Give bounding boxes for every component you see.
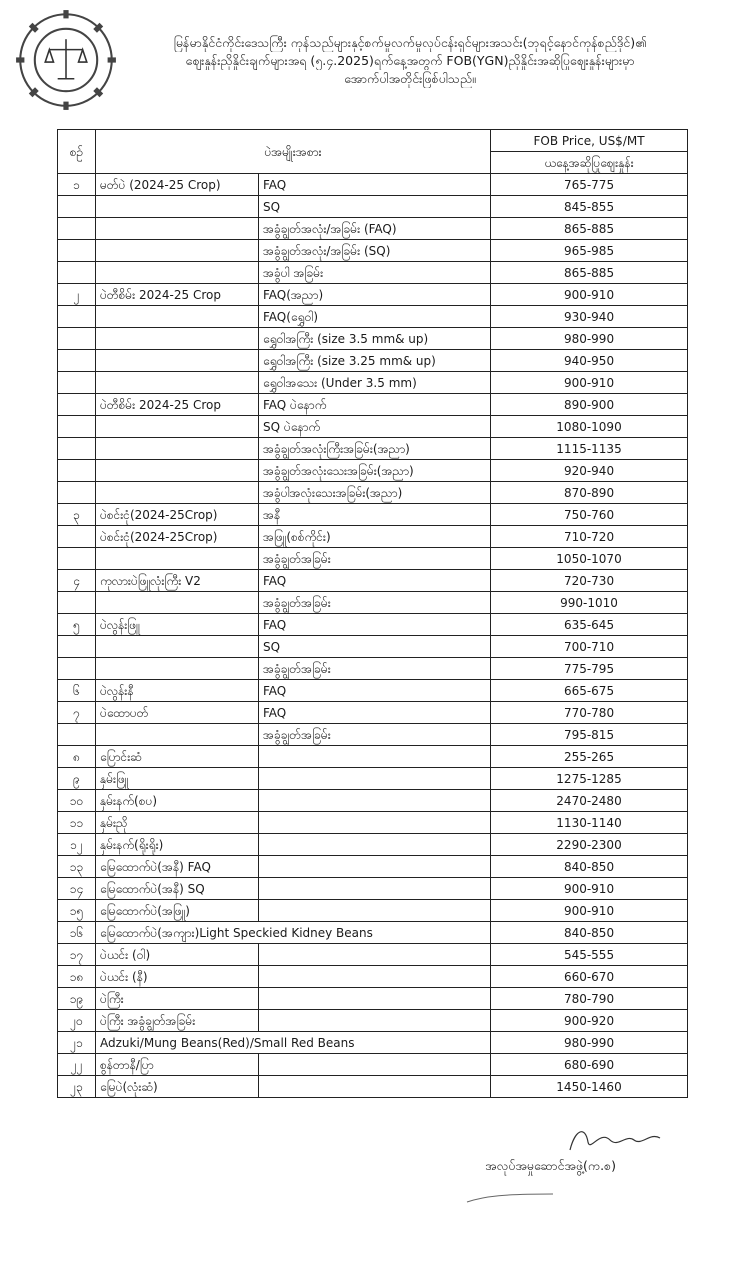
row-grade: ရွှေဝါအကြီး (size 3.5 mm& up): [259, 328, 491, 350]
header-line-1: မြန်မာနိုင်ငံကိုင်းဒေသကြီး ကုန်သည်များနှင့်စက်မှုလက်မှုလုပ်ငန်းရှင်များအသင်း(ဘုရင့်နောင်ကုန်စည်ဒိုင်)၏: [173, 35, 647, 50]
row-item: [96, 636, 259, 658]
row-number: [58, 460, 96, 482]
row-price: 900-910: [491, 284, 688, 306]
row-price: 720-730: [491, 570, 688, 592]
row-number: [58, 306, 96, 328]
row-item: နှမ်းနက်(ရိုးရိုး): [96, 834, 259, 856]
row-item: ပဲလွန်းဖြူ: [96, 614, 259, 636]
row-item: မြေထောက်ပဲ(အကျား)Light Speckied Kidney Beans: [96, 922, 259, 944]
row-grade: အခွံပါ အခြမ်း: [259, 262, 491, 284]
row-item: မြေထောက်ပဲ(အဖြူ): [96, 900, 259, 922]
row-number: [58, 394, 96, 416]
row-number: ၁၃: [58, 856, 96, 878]
table-row: [58, 460, 688, 482]
table-row: [58, 196, 688, 218]
table-row: [58, 306, 688, 328]
row-price: 770-780: [491, 702, 688, 724]
row-price: 840-850: [491, 856, 688, 878]
row-price: 545-555: [491, 944, 688, 966]
table-row: [58, 900, 688, 922]
price-table: [57, 129, 688, 1098]
row-price: 700-710: [491, 636, 688, 658]
row-grade: [259, 988, 491, 1010]
row-item: [96, 306, 259, 328]
row-price: 1080-1090: [491, 416, 688, 438]
row-grade: FAQ: [259, 570, 491, 592]
table-row: [58, 592, 688, 614]
row-number: ၃: [58, 504, 96, 526]
row-grade: အခွံချွတ်အလုံးသေးအခြမ်း(အညာ): [259, 460, 491, 482]
row-item: [96, 724, 259, 746]
table-row: [58, 636, 688, 658]
row-number: ၂၁: [58, 1032, 96, 1054]
row-number: [58, 548, 96, 570]
row-price: 765-775: [491, 174, 688, 196]
row-item: ပဲထောပတ်: [96, 702, 259, 724]
row-price: 665-675: [491, 680, 688, 702]
table-row: [58, 1054, 688, 1076]
row-price: 865-885: [491, 262, 688, 284]
table-row: [58, 1076, 688, 1098]
row-number: [58, 482, 96, 504]
row-number: ၁: [58, 174, 96, 196]
row-grade: FAQ(ရွှေဝါ): [259, 306, 491, 328]
row-price: 795-815: [491, 724, 688, 746]
table-row: [58, 350, 688, 372]
table-row: [58, 702, 688, 724]
table-row: [58, 658, 688, 680]
table-row: [58, 768, 688, 790]
row-grade: [259, 944, 491, 966]
row-grade: [259, 900, 491, 922]
row-grade: [259, 746, 491, 768]
row-number: ၂၃: [58, 1076, 96, 1098]
row-item: [96, 460, 259, 482]
row-number: [58, 438, 96, 460]
table-row: [58, 284, 688, 306]
row-price: 980-990: [491, 328, 688, 350]
seal-logo: [14, 8, 118, 112]
row-grade: FAQ: [259, 680, 491, 702]
row-price: 890-900: [491, 394, 688, 416]
row-number: [58, 372, 96, 394]
table-row: [58, 680, 688, 702]
row-grade: [259, 1010, 491, 1032]
row-price: 2290-2300: [491, 834, 688, 856]
row-grade: အခွံချွတ်အခြမ်း: [259, 724, 491, 746]
document-header: [110, 34, 710, 88]
row-price: 680-690: [491, 1054, 688, 1076]
table-row: [58, 416, 688, 438]
row-number: ၁၇: [58, 944, 96, 966]
table-row: [58, 438, 688, 460]
row-price: 980-990: [491, 1032, 688, 1054]
row-price: 1050-1070: [491, 548, 688, 570]
row-grade: [259, 856, 491, 878]
scan-mark: [465, 1192, 555, 1204]
row-price: 2470-2480: [491, 790, 688, 812]
row-number: ၈: [58, 746, 96, 768]
row-grade: ရွှေဝါအသေး (Under 3.5 mm): [259, 372, 491, 394]
row-price: 1115-1135: [491, 438, 688, 460]
row-item: မြေထောက်ပဲ(အနီ) FAQ: [96, 856, 259, 878]
row-number: ၁၈: [58, 966, 96, 988]
row-grade: အခွံချွတ်အခြမ်း: [259, 592, 491, 614]
row-grade: FAQ: [259, 614, 491, 636]
table-row: [58, 570, 688, 592]
table-row: [58, 614, 688, 636]
row-price: 940-950: [491, 350, 688, 372]
row-item: ပြောင်းဆံ: [96, 746, 259, 768]
row-number: ၄: [58, 570, 96, 592]
table-body: [58, 174, 688, 1098]
row-item: ပဲစင်းငုံ(2024-25Crop): [96, 504, 259, 526]
row-grade: FAQ: [259, 174, 491, 196]
row-grade: အခွံချွတ်အလုံးကြီးအခြမ်း(အညာ): [259, 438, 491, 460]
table-row: [58, 174, 688, 196]
row-number: [58, 526, 96, 548]
row-price: 920-940: [491, 460, 688, 482]
row-price: 1450-1460: [491, 1076, 688, 1098]
row-number: ၉: [58, 768, 96, 790]
row-grade: FAQ: [259, 702, 491, 724]
row-number: ၂: [58, 284, 96, 306]
row-price: 1275-1285: [491, 768, 688, 790]
row-number: [58, 196, 96, 218]
row-number: ၁၉: [58, 988, 96, 1010]
table-row: [58, 548, 688, 570]
signature: [560, 1120, 680, 1160]
row-number: [58, 416, 96, 438]
row-item: နှမ်းညို: [96, 812, 259, 834]
row-number: [58, 658, 96, 680]
row-number: [58, 636, 96, 658]
row-item: [96, 438, 259, 460]
row-grade: [259, 790, 491, 812]
header-line-3: အောက်ပါအတိုင်းဖြစ်ပါသည်။: [344, 71, 476, 86]
row-number: ၁၀: [58, 790, 96, 812]
row-item: မတ်ပဲ (2024-25 Crop): [96, 174, 259, 196]
row-number: [58, 328, 96, 350]
row-grade: SQ: [259, 636, 491, 658]
row-number: ၂၀: [58, 1010, 96, 1032]
row-price: 900-910: [491, 900, 688, 922]
row-item: ပဲယင်း (နီ): [96, 966, 259, 988]
row-number: ၁၁: [58, 812, 96, 834]
row-price: 1130-1140: [491, 812, 688, 834]
row-item: [96, 240, 259, 262]
row-price: 780-790: [491, 988, 688, 1010]
table-row: [58, 394, 688, 416]
row-item: [96, 372, 259, 394]
row-number: ၅: [58, 614, 96, 636]
row-item: [96, 218, 259, 240]
row-grade: [259, 768, 491, 790]
row-item: စွန်တာနီ/ပြာ: [96, 1054, 259, 1076]
row-item: [96, 262, 259, 284]
row-number: [58, 350, 96, 372]
row-grade: SQ ပဲနောက်: [259, 416, 491, 438]
row-number: [58, 724, 96, 746]
row-price: 660-670: [491, 966, 688, 988]
row-price: 865-885: [491, 218, 688, 240]
row-item: Adzuki/Mung Beans(Red)/Small Red Beans: [96, 1032, 259, 1054]
row-item: ပဲတီစိမ်း 2024-25 Crop: [96, 394, 259, 416]
row-price: 775-795: [491, 658, 688, 680]
row-price: 900-910: [491, 878, 688, 900]
header-line-2: ဈေးနှုန်းညှိနှိုင်းချက်များအရ (၅.၄.2025)ရက်နေ့အတွက် FOB(YGN)ညှိနှိုင်းအဆိုပြုဈေးနှုန်းများမှာ: [185, 53, 635, 68]
row-item: [96, 416, 259, 438]
row-price: 965-985: [491, 240, 688, 262]
row-number: [58, 592, 96, 614]
table-row: [58, 746, 688, 768]
row-price: 900-920: [491, 1010, 688, 1032]
table-row: [58, 856, 688, 878]
row-item: ပဲကြီး: [96, 988, 259, 1010]
table-row: [58, 834, 688, 856]
row-item: [96, 482, 259, 504]
row-grade: [259, 1076, 491, 1098]
row-price: 845-855: [491, 196, 688, 218]
row-item: [96, 548, 259, 570]
table-row: [58, 526, 688, 548]
row-price: 750-760: [491, 504, 688, 526]
table-row: [58, 724, 688, 746]
row-item: [96, 196, 259, 218]
row-item: ပဲကြီး အခွံချွတ်အခြမ်း: [96, 1010, 259, 1032]
col-price-subheader: ယနေ့အဆိုပြုဈေးနှုန်း: [491, 152, 688, 174]
row-number: ၁၆: [58, 922, 96, 944]
row-grade: FAQ(အညာ): [259, 284, 491, 306]
row-number: ၆: [58, 680, 96, 702]
table-row: [58, 988, 688, 1010]
row-grade: အခွံပါအလုံးသေးအခြမ်း(အညာ): [259, 482, 491, 504]
table-row: [58, 504, 688, 526]
table-row: [58, 812, 688, 834]
row-grade: အခွံချွတ်အလုံး/အခြမ်း (FAQ): [259, 218, 491, 240]
table-row: [58, 372, 688, 394]
row-grade: အဖြူ(စစ်ကိုင်း): [259, 526, 491, 548]
row-grade: [259, 812, 491, 834]
col-type-header: ပဲအမျိုးအစား: [96, 130, 491, 174]
table-row: [58, 878, 688, 900]
row-item: [96, 658, 259, 680]
col-no-header: စဉ်: [58, 130, 96, 174]
table-row: [58, 1010, 688, 1032]
row-grade: ရွှေဝါအကြီး (size 3.25 mm& up): [259, 350, 491, 372]
row-item: [96, 592, 259, 614]
row-price: 255-265: [491, 746, 688, 768]
row-grade: အခွံချွတ်အခြမ်း: [259, 548, 491, 570]
row-grade: SQ: [259, 196, 491, 218]
table-row: [58, 218, 688, 240]
row-item: မြေပဲ(လုံးဆံ): [96, 1076, 259, 1098]
row-grade: အခွံချွတ်အလုံး/အခြမ်း (SQ): [259, 240, 491, 262]
row-grade: [259, 1054, 491, 1076]
row-grade: [259, 878, 491, 900]
table-row: [58, 240, 688, 262]
row-grade: အခွံချွတ်အခြမ်း: [259, 658, 491, 680]
row-item: [96, 328, 259, 350]
row-grade: [259, 966, 491, 988]
row-number: ၁၅: [58, 900, 96, 922]
table-row: [58, 1032, 688, 1054]
row-number: [58, 240, 96, 262]
row-price: 635-645: [491, 614, 688, 636]
table-row: [58, 922, 688, 944]
row-price: 840-850: [491, 922, 688, 944]
table-row: [58, 482, 688, 504]
table-row: [58, 966, 688, 988]
row-item: ပဲစင်းငုံ(2024-25Crop): [96, 526, 259, 548]
table-row: [58, 262, 688, 284]
row-price: 930-940: [491, 306, 688, 328]
row-item: နှမ်းဖြူ: [96, 768, 259, 790]
table-row: [58, 790, 688, 812]
row-number: [58, 262, 96, 284]
row-number: ၂၂: [58, 1054, 96, 1076]
row-item: ကုလားပဲဖြူလုံးကြီး V2: [96, 570, 259, 592]
row-number: [58, 218, 96, 240]
row-item: မြေထောက်ပဲ(အနီ) SQ: [96, 878, 259, 900]
row-grade: FAQ ပဲနောက်: [259, 394, 491, 416]
table-row: [58, 328, 688, 350]
row-grade: အနီ: [259, 504, 491, 526]
row-price: 710-720: [491, 526, 688, 548]
row-item: ပဲတီစိမ်း 2024-25 Crop: [96, 284, 259, 306]
row-price: 900-910: [491, 372, 688, 394]
col-price-header: FOB Price, US$/MT: [491, 130, 688, 152]
row-price: 990-1010: [491, 592, 688, 614]
row-item: နှမ်းနက်(စပ): [96, 790, 259, 812]
row-item: ပဲယင်း (ဝါ): [96, 944, 259, 966]
table-row: [58, 944, 688, 966]
row-number: ၁၂: [58, 834, 96, 856]
row-number: ၁၄: [58, 878, 96, 900]
row-item: [96, 350, 259, 372]
row-number: ၇: [58, 702, 96, 724]
signature-label: အလုပ်အမှုဆောင်အဖွဲ့(က.စ): [485, 1158, 616, 1173]
row-item: ပဲလွန်းနီ: [96, 680, 259, 702]
row-price: 870-890: [491, 482, 688, 504]
row-grade: [259, 834, 491, 856]
